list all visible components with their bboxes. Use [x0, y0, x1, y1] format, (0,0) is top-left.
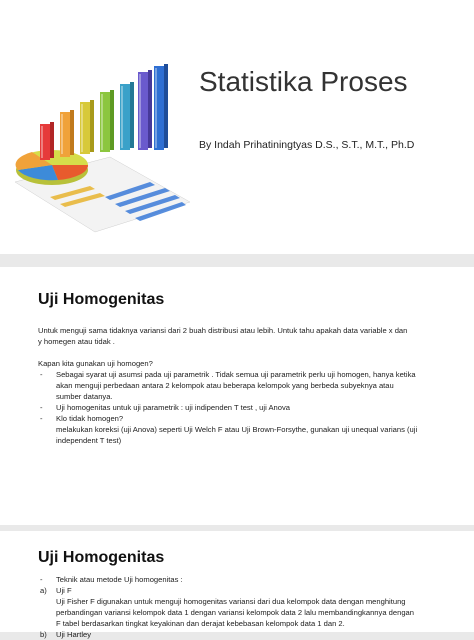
bullet-line: akan menguji perbedaan antara 2 kelompok atau beberapa kelompok yang berbeda subyeknya atau	[56, 381, 394, 390]
item-marker: b)	[40, 630, 47, 639]
list-item	[38, 369, 468, 402]
list-item	[38, 585, 468, 596]
slide-body	[38, 325, 468, 446]
bullet-marker: -	[40, 414, 43, 423]
slide-heading: Uji Homogenitas	[38, 291, 165, 308]
list-item: - Teknik atau metode Uji homogenitas :	[38, 574, 468, 585]
intro-line: Untuk menguji sama tidaknya variansi dari 2 buah distribusi atau lebih. Untuk tahu apakah data variable x dan	[38, 326, 408, 335]
list-item	[38, 413, 468, 424]
author-line: By Indah Prihatiningtyas D.S., S.T., M.T., Ph.D	[199, 139, 415, 151]
desc-line: Uji Fisher F digunakan untuk menguji homogenitas variansi dari dua kelompok data dengan menghitung	[56, 597, 406, 606]
bullet-line: Klo tidak homogen?	[56, 414, 124, 423]
desc-line: perbandingan variansi kelompok data 1 dengan variansi kelompok data 2 lalu membandingkannya dengan	[56, 608, 414, 617]
slide-heading: Uji Homogenitas	[38, 549, 165, 566]
note-block	[38, 424, 468, 446]
bullet-line: Sebagai syarat uji asumsi pada uji parametrik . Tidak semua uji parametrik perlu uji homogen, hanya ketika	[56, 370, 416, 379]
title-slide	[0, 0, 474, 254]
item-marker: a)	[40, 586, 47, 595]
method-intro: Teknik atau metode Uji homogenitas :	[56, 575, 183, 584]
bullet-line: sumber datanya.	[56, 392, 113, 401]
bullet-line: Uji homogenitas untuk uji parametrik : uji indipenden T test , uji Anova	[56, 403, 290, 412]
list-item	[38, 629, 468, 640]
content-slide-2	[0, 531, 474, 639]
list-item	[38, 402, 468, 413]
desc-line: F tabel berdasarkan tingkat keyakinan dan derajat kebebasan kelompok data 1 dan 2.	[56, 619, 345, 628]
intro-line: y homegen atau tidak .	[38, 337, 115, 346]
bullet-marker: -	[40, 370, 43, 379]
item-label: Uji F	[56, 586, 72, 595]
item-label: Uji Hartley	[56, 630, 92, 639]
slide-body	[38, 574, 468, 640]
note-line: melakukan koreksi (uji Anova) seperti Uji Welch F atau Uji Brown-Forsythe, gunakan uji unequal varians (uji	[56, 425, 418, 434]
question-line: Kapan kita gunakan uji homogen?	[38, 359, 153, 368]
method-description	[38, 596, 468, 629]
3d-bar-chart-icon	[10, 62, 195, 242]
content-slide-1	[0, 267, 474, 525]
bullet-marker: -	[40, 403, 43, 412]
note-line: independent T test)	[56, 436, 122, 445]
slide-title: Statistika Proses	[199, 66, 408, 97]
